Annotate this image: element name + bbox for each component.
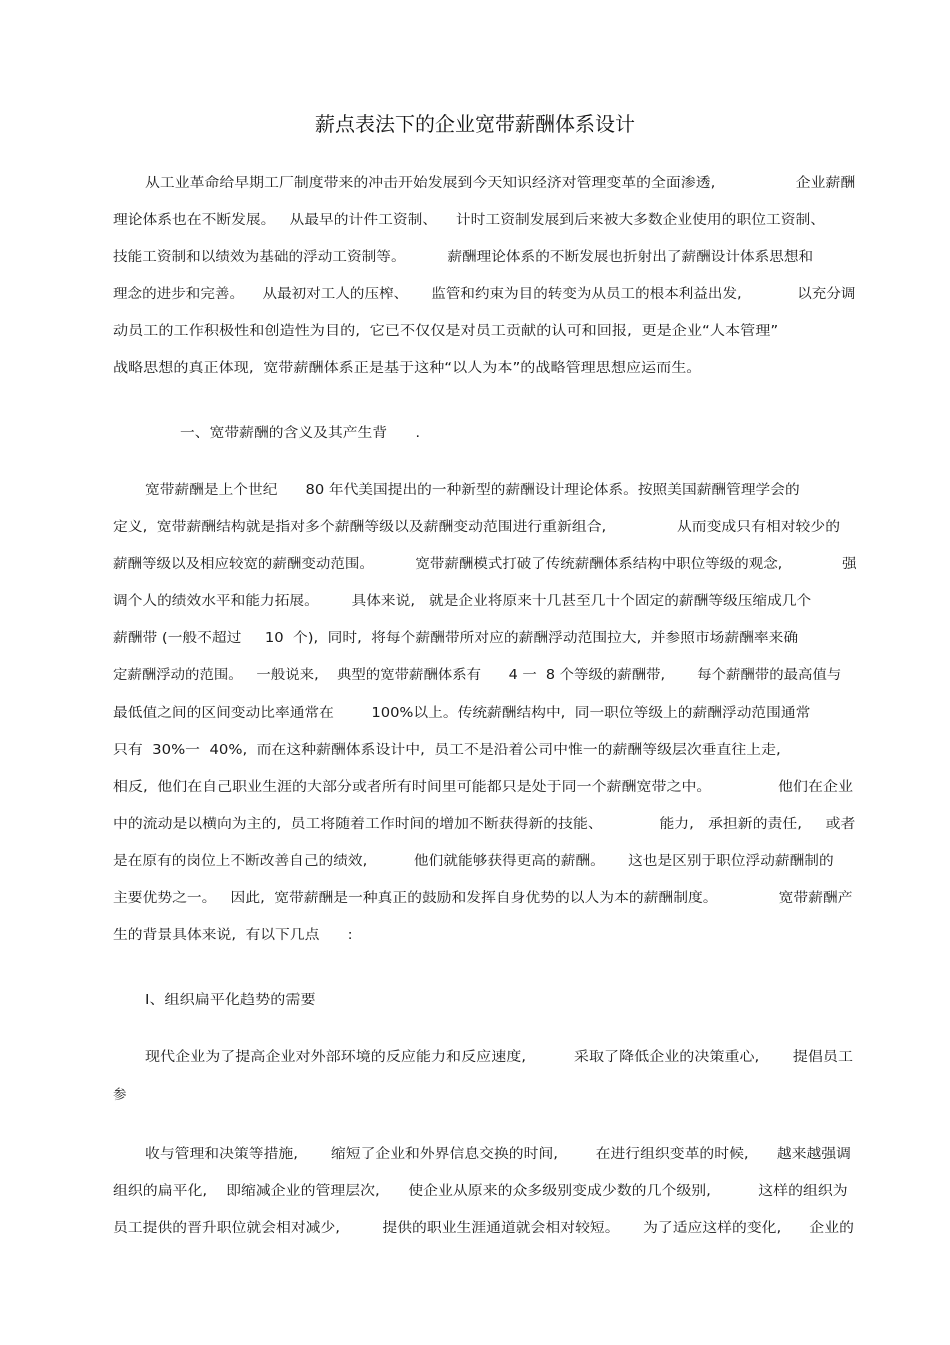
text-line: 现代企业为了提高企业对外部环境的反应能力和反应速度, 采取了降低企业的决策重心, 提倡员工 [145, 1049, 854, 1065]
text-line: 相反, 他们在自己职业生涯的大部分或者所有时间里可能都只是处于同一个薪酬宽带之中。 他们在企业 [113, 779, 853, 795]
text-line: 主要优势之一。 因此, 宽带薪酬是一种真正的鼓励和发挥自身优势的以人为本的薪酬制度。 宽带薪酬产 [113, 890, 853, 906]
text-line: I、组织扁平化趋势的需要 [145, 992, 316, 1008]
text-line: 调个人的绩效水平和能力拓展。 具体来说, 就是企业将原来十几甚至几十个固定的薪酬等级压缩成几个 [113, 593, 812, 609]
text-line: 组织的扁平化, 即缩减企业的管理层次, 使企业从原来的众多级别变成少数的几个级别, 这样的组织为 [113, 1183, 848, 1199]
text-line: 宽带薪酬是上个世纪 80 年代美国提出的一种新型的薪酬设计理论体系。按照美国薪酬管理学会的 [145, 482, 800, 498]
text-line: 员工提供的晋升职位就会相对减少, 提供的职业生涯通道就会相对较短。 为了适应这样的变化, 企业的 [113, 1220, 854, 1236]
text-line: 理念的进步和完善。 从最初对工人的压榨、 监管和约束为目的转变为从员工的根本利益出发, 以充分调 [113, 286, 856, 302]
document-title: 薪点表法下的企业宽带薪酬体系设计 [315, 112, 635, 136]
text-line: 薪酬等级以及相应较宽的薪酬变动范围。 宽带薪酬模式打破了传统薪酬体系结构中职位等级的观念, 强 [113, 556, 857, 572]
text-line: 只有 30%一 40%, 而在这种薪酬体系设计中, 员工不是沿着公司中惟一的薪酬等级层次垂直往上走, [113, 742, 781, 758]
text-line: 从工业革命给早期工厂制度带来的冲击开始发展到今天知识经济对管理变革的全面渗透, 企业薪酬 [145, 175, 856, 191]
text-line: 定义, 宽带薪酬结构就是指对多个薪酬等级以及薪酬变动范围进行重新组合, 从而变成只有相对较少的 [113, 519, 841, 535]
text-line: 最低值之间的区间变动比率通常在 100%以上。传统薪酬结构中, 同一职位等级上的薪酬浮动范围通常 [113, 705, 811, 721]
text-line: 技能工资制和以绩效为基础的浮动工资制等。 薪酬理论体系的不断发展也折射出了薪酬设计体系思想和 [113, 249, 814, 265]
text-line: 中的流动是以横向为主的, 员工将随着工作时间的增加不断获得新的技能、 能力, 承担新的责任, 或者 [113, 816, 856, 832]
text-line: 参 [113, 1087, 127, 1103]
text-line: 动员工的工作积极性和创造性为目的, 它已不仅仅是对员工贡献的认可和回报, 更是企业“人本管理” [113, 323, 779, 339]
text-line: 是在原有的岗位上不断改善自己的绩效, 他们就能够获得更高的薪酬。 这也是区别于职位浮动薪酬制的 [113, 853, 834, 869]
text-line: 生的背景具体来说, 有以下几点 : [113, 927, 353, 943]
text-line: 战略思想的真正体现, 宽带薪酬体系正是基于这种“以人为本”的战略管理思想应运而生。 [113, 360, 702, 376]
text-line: 一、宽带薪酬的含义及其产生背 . [180, 425, 421, 441]
text-line: 薪酬带 (一般不超过 10 个), 同时, 将每个薪酬带所对应的薪酬浮动范围拉大, 并参照市场薪酬率来确 [113, 630, 799, 646]
text-line: 收与管理和决策等措施, 缩短了企业和外界信息交换的时间, 在进行组织变革的时候, 越来越强调 [145, 1146, 851, 1162]
text-line: 理论体系也在不断发展。 从最早的计件工资制、 计时工资制发展到后来被大多数企业使用的职位工资制、 [113, 212, 826, 228]
text-line: 定薪酬浮动的范围。 一般说来, 典型的宽带薪酬体系有 4 一 8 个等级的薪酬带, 每个薪酬带的最高值与 [113, 667, 842, 683]
